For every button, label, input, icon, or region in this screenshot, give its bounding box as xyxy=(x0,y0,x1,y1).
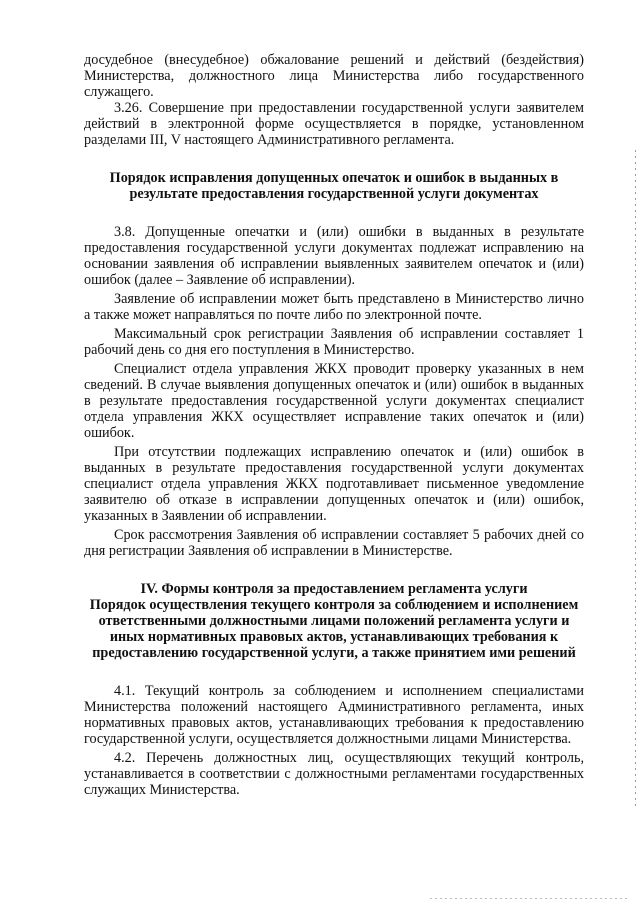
paragraph-appeal-continuation: досудебное (внесудебное) обжалование решений и действий (бездействия) Министерства, должностного лица Министерства либо государственного служащего. xyxy=(84,52,584,100)
section-iv-subtitle: Порядок осуществления текущего контроля за соблюдением и исполнением ответственными должностными лицами положений регламента услуги и иных нормативных правовых актов, устанавливающих требования к предоставлению государственной услуги, а также принятием ими решений xyxy=(89,597,579,661)
section-iv-title: IV. Формы контроля за предоставлением регламента услуги xyxy=(140,581,528,597)
paragraph-3-8: 3.8. Допущенные опечатки и (или) ошибки в выданных в результате предоставления государственной услуги документах подлежат исправлению на основании заявления об исправлении выявленных заявителем опечаток и (или) ошибок (далее – Заявление об исправлении). xyxy=(84,224,584,288)
scan-edge-bottom xyxy=(430,898,630,899)
paragraph-refusal: При отсутствии подлежащих исправлению опечаток и (или) ошибок в выданных в результате предоставления государственной услуги документах специалист отдела управления ЖКХ подготавливает письменное уведомление заявителю об отказе в исправлении допущенных опечаток и (или) ошибок, указанных в Заявлении об исправлении. xyxy=(84,444,584,524)
paragraph-submission: Заявление об исправлении может быть представлено в Министерство лично а также может направляться по почте либо по электронной почте. xyxy=(84,291,584,323)
scan-edge-right xyxy=(635,150,636,810)
paragraph-registration-term: Максимальный срок регистрации Заявления об исправлении составляет 1 рабочий день со дня его поступления в Министерство. xyxy=(84,326,584,358)
paragraph-4-1: 4.1. Текущий контроль за соблюдением и исполнением специалистами Министерства положений настоящего Административного регламента, иных нормативных правовых актов, устанавливающих требования к предоставлению государственной услуги, осуществляется должностными лицами Министерства. xyxy=(84,683,584,747)
paragraph-3-26: 3.26. Совершение при предоставлении государственной услуги заявителем действий в электронной форме осуществляется в порядке, установленном разделами III, V настоящего Административного регламента. xyxy=(84,100,584,148)
document-page xyxy=(84,52,584,798)
paragraph-4-2: 4.2. Перечень должностных лиц, осуществляющих текущий контроль, устанавливается в соответствии с должностными регламентами государственных служащих Министерства. xyxy=(84,750,584,798)
paragraph-review-term: Срок рассмотрения Заявления об исправлении составляет 5 рабочих дней со дня регистрации Заявления об исправлении в Министерстве. xyxy=(84,527,584,559)
paragraph-verification: Специалист отдела управления ЖКХ проводит проверку указанных в нем сведений. В случае выявления допущенных опечаток и (или) ошибок в выданных в результате предоставления государственной услуги документах специалист отдела управления ЖКХ осуществляет исправление таких опечаток и (или) ошибок. xyxy=(84,361,584,441)
section-heading-correction: Порядок исправления допущенных опечаток и ошибок в выданных в результате предоставления государственной услуги документах xyxy=(109,170,559,202)
